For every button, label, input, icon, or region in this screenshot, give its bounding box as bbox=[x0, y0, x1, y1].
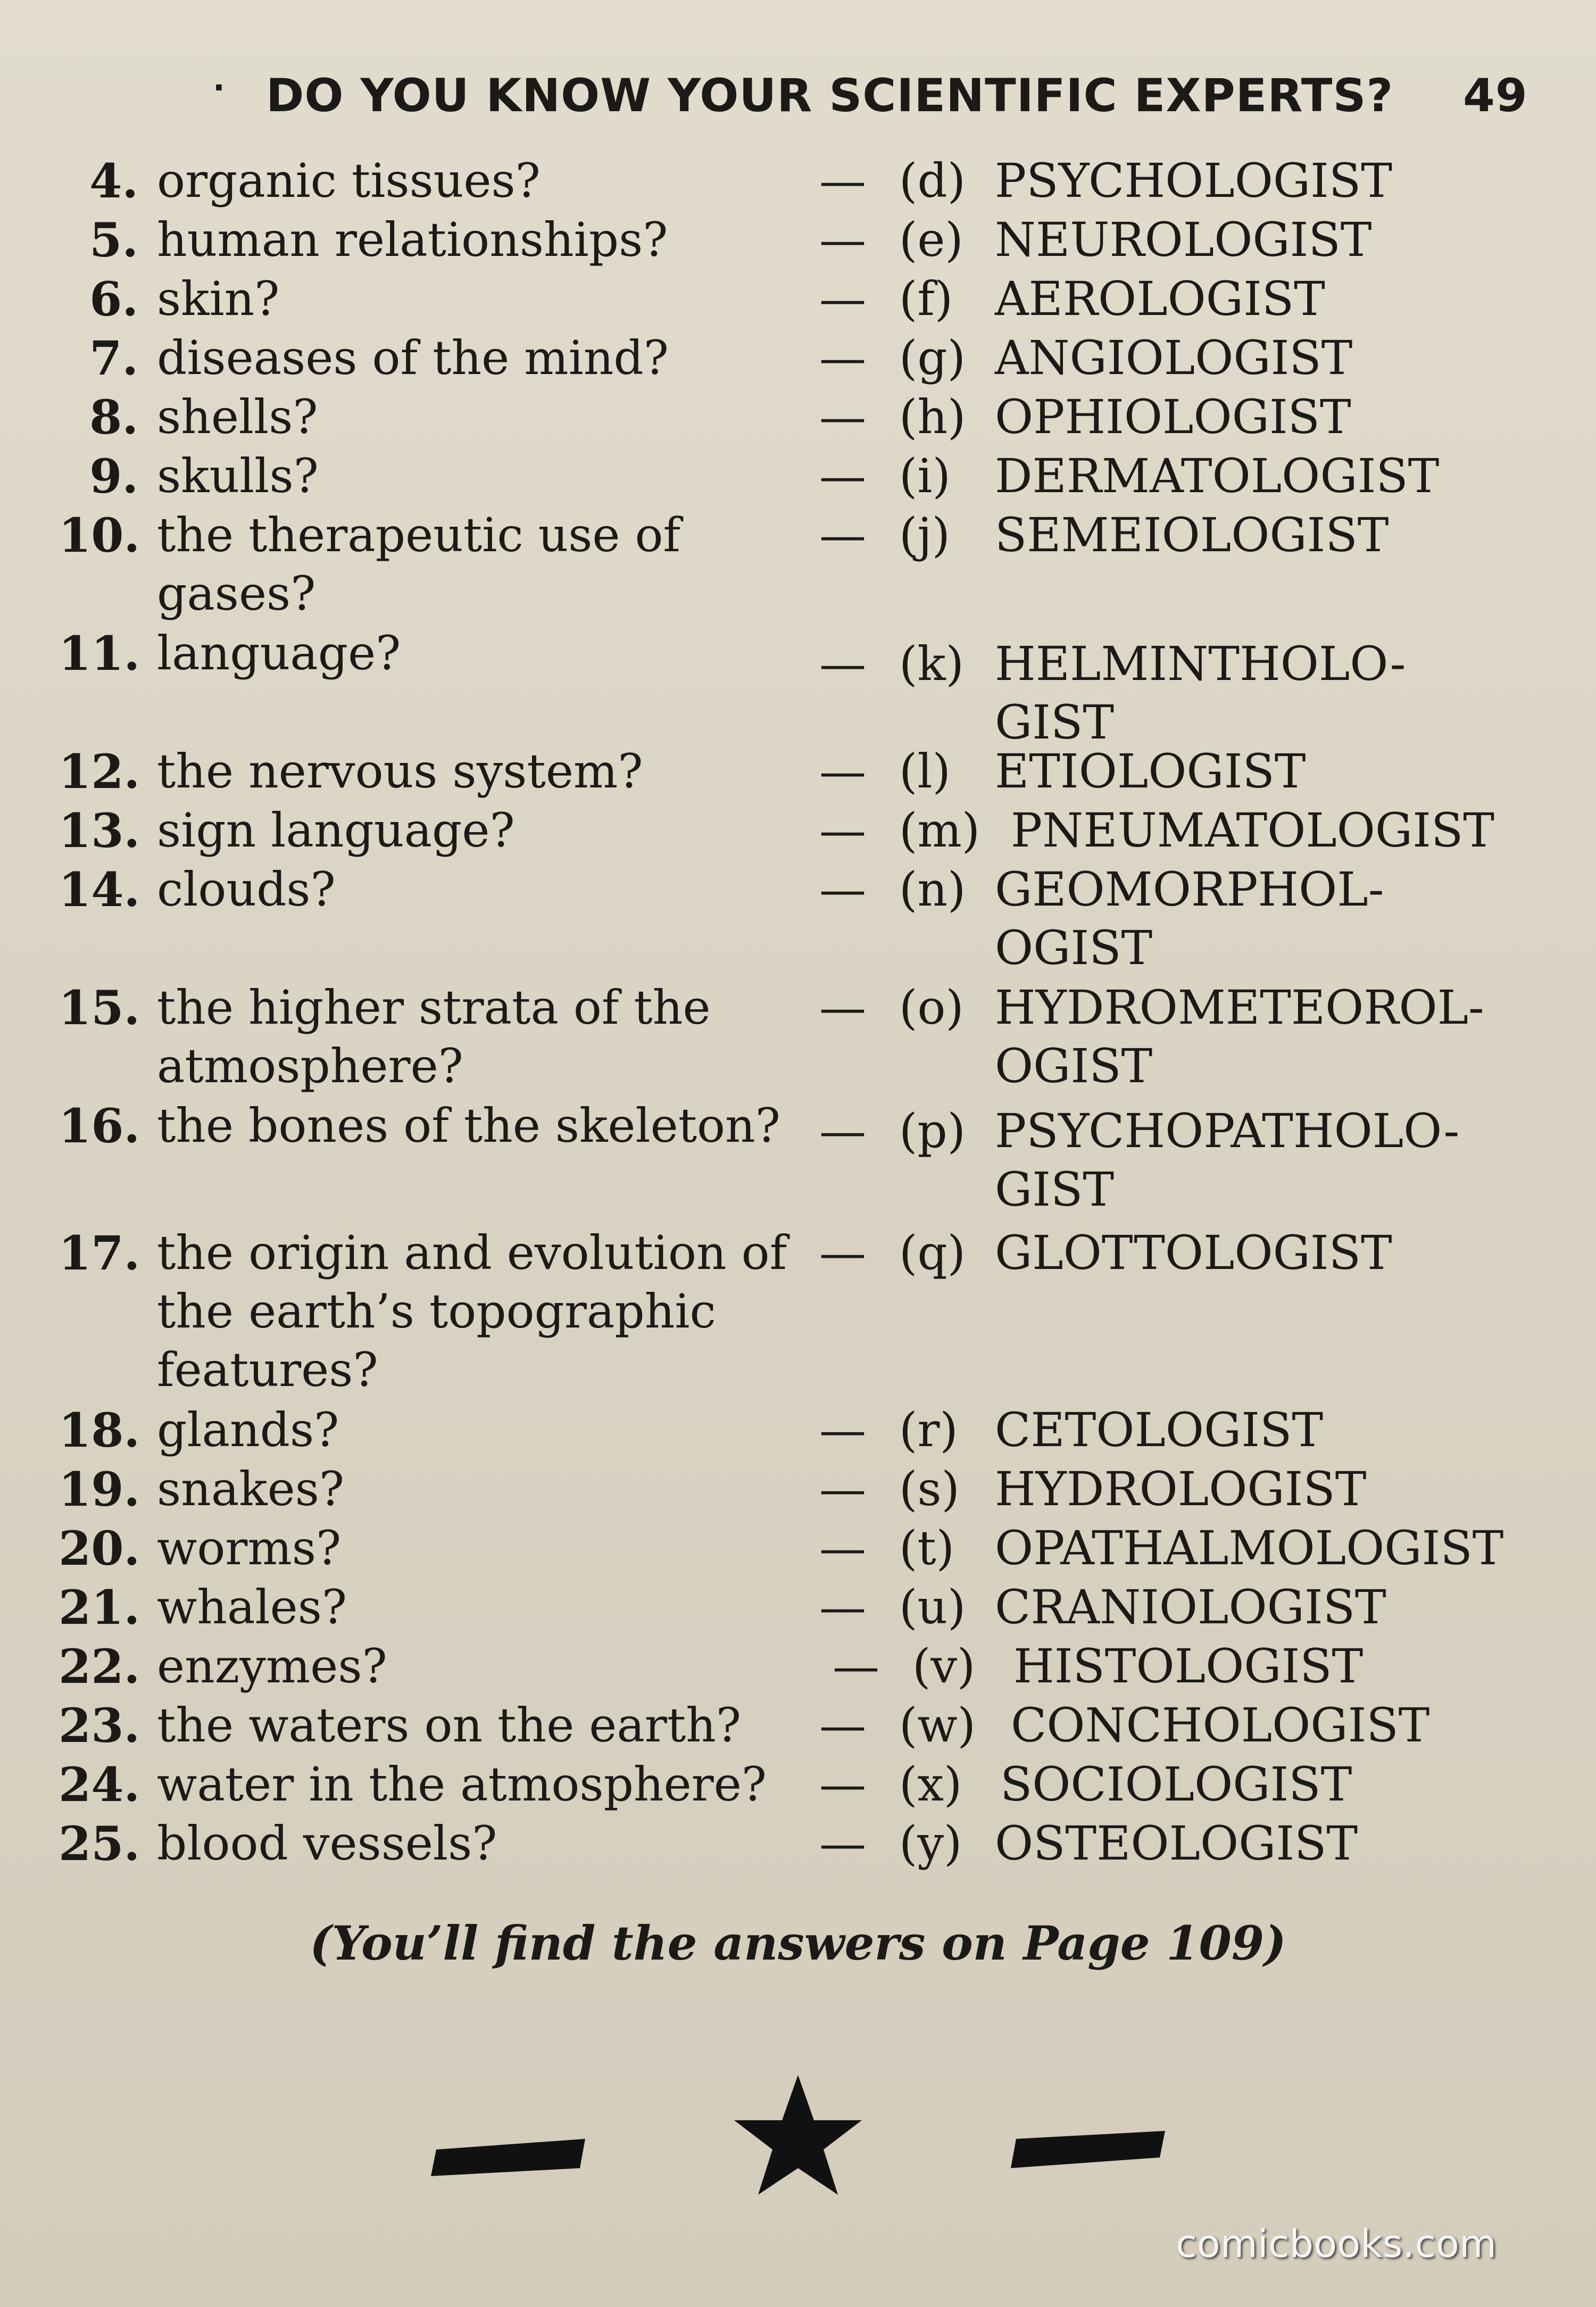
answer-dash: — bbox=[819, 636, 866, 691]
question-number: 4. bbox=[89, 153, 138, 209]
answer-letter: (x) bbox=[899, 1757, 962, 1812]
answer-letter: (e) bbox=[899, 212, 963, 267]
answer-dash: — bbox=[819, 1103, 866, 1158]
question-number: 24. bbox=[59, 1757, 140, 1812]
question-number: 6. bbox=[89, 271, 138, 327]
answer-dash: — bbox=[819, 389, 866, 444]
answer-letter: (t) bbox=[899, 1521, 955, 1575]
question-text: human relationships? bbox=[157, 212, 668, 267]
answer-dash: — bbox=[819, 508, 866, 562]
site-watermark: comicbooks.com bbox=[1176, 2221, 1497, 2266]
answer-dash: — bbox=[819, 1462, 866, 1516]
answer-letter: (f) bbox=[899, 271, 953, 326]
question-text: shells? bbox=[157, 389, 318, 444]
answer-dash: — bbox=[833, 1639, 879, 1694]
answer-text: DERMATOLOGIST bbox=[995, 449, 1440, 503]
question-number: 10. bbox=[59, 508, 140, 563]
answer-letter: (s) bbox=[899, 1462, 960, 1516]
answer-text: GLOTTOLOGIST bbox=[995, 1225, 1392, 1280]
answer-dash: — bbox=[819, 862, 866, 917]
question-text: enzymes? bbox=[157, 1639, 387, 1694]
answer-text: OSTEOLOGIST bbox=[995, 1816, 1358, 1871]
answer-text: PSYCHOLOGIST bbox=[995, 153, 1392, 208]
question-text: snakes? bbox=[157, 1462, 345, 1516]
question-text: organic tissues? bbox=[157, 153, 541, 208]
question-text: the therapeutic use of gases? bbox=[157, 508, 681, 621]
answer-letter: (j) bbox=[899, 508, 950, 562]
answer-text: PNEUMATOLOGIST bbox=[1011, 803, 1494, 858]
answer-text: HELMINTHOLO-GIST bbox=[995, 636, 1406, 750]
question-number: 21. bbox=[59, 1580, 140, 1635]
answer-letter: (g) bbox=[899, 330, 966, 385]
answer-text: CETOLOGIST bbox=[995, 1403, 1324, 1457]
question-text: whales? bbox=[157, 1580, 347, 1634]
question-number: 7. bbox=[89, 330, 138, 386]
answer-dash: — bbox=[819, 1757, 866, 1812]
question-text: the origin and evolution of the earth’s topographic features? bbox=[157, 1225, 787, 1397]
question-number: 12. bbox=[59, 744, 140, 799]
answer-text: NEUROLOGIST bbox=[995, 212, 1372, 267]
question-text: the higher strata of the atmosphere? bbox=[157, 980, 711, 1093]
question-number: 20. bbox=[59, 1521, 140, 1576]
answer-letter: (h) bbox=[899, 389, 966, 444]
question-text: water in the atmosphere? bbox=[157, 1757, 767, 1812]
answer-dash: — bbox=[819, 271, 866, 326]
answer-letter: (v) bbox=[912, 1639, 976, 1694]
question-number: 5. bbox=[89, 212, 138, 268]
question-text: clouds? bbox=[157, 862, 336, 917]
answer-letter: (m) bbox=[899, 803, 980, 858]
question-number: 18. bbox=[59, 1403, 140, 1458]
question-number: 23. bbox=[59, 1698, 140, 1753]
question-number: 13. bbox=[59, 803, 140, 858]
answer-letter: (k) bbox=[899, 636, 964, 691]
page-title: DO YOU KNOW YOUR SCIENTIFIC EXPERTS? bbox=[266, 69, 1394, 122]
answer-letter: (r) bbox=[899, 1403, 958, 1457]
answer-text: ANGIOLOGIST bbox=[995, 330, 1353, 385]
question-text: the bones of the skeleton? bbox=[157, 1098, 780, 1153]
answer-text: HISTOLOGIST bbox=[1013, 1639, 1364, 1694]
answer-letter: (u) bbox=[899, 1580, 966, 1634]
answer-text: OPATHALMOLOGIST bbox=[995, 1521, 1504, 1575]
page-header bbox=[202, 59, 1532, 138]
question-text: sign language? bbox=[157, 803, 515, 858]
answer-dash: — bbox=[819, 803, 866, 858]
answer-letter: (p) bbox=[899, 1103, 966, 1158]
answer-text: ETIOLOGIST bbox=[995, 744, 1306, 799]
question-number: 22. bbox=[59, 1639, 140, 1694]
question-number: 9. bbox=[89, 449, 138, 504]
question-text: the nervous system? bbox=[157, 744, 643, 799]
answer-dash: — bbox=[819, 330, 866, 385]
answer-dash: — bbox=[819, 744, 866, 799]
question-text: language? bbox=[157, 626, 401, 681]
answer-letter: (q) bbox=[899, 1225, 966, 1280]
answers-page-note: (You’ll find the answers on Page 109) bbox=[310, 1915, 1286, 1971]
question-text: blood vessels? bbox=[157, 1816, 497, 1871]
answer-text: HYDROLOGIST bbox=[995, 1462, 1367, 1516]
question-number: 11. bbox=[59, 626, 140, 681]
answer-dash: — bbox=[819, 1698, 866, 1753]
question-text: glands? bbox=[157, 1403, 339, 1457]
answer-dash: — bbox=[819, 1580, 866, 1634]
answer-text: HYDROMETEOROL-OGIST bbox=[995, 980, 1484, 1093]
answer-letter: (i) bbox=[899, 449, 951, 503]
answer-text: AEROLOGIST bbox=[995, 271, 1325, 326]
answer-dash: — bbox=[819, 1403, 866, 1457]
question-text: the waters on the earth? bbox=[157, 1698, 742, 1753]
question-number: 8. bbox=[89, 389, 138, 445]
question-text: worms? bbox=[157, 1521, 342, 1575]
question-text: skulls? bbox=[157, 449, 319, 503]
answer-text: OPHIOLOGIST bbox=[995, 389, 1351, 444]
star-icon bbox=[426, 2070, 1170, 2203]
answer-letter: (o) bbox=[899, 980, 964, 1035]
answer-letter: (l) bbox=[899, 744, 951, 799]
answer-text: SOCIOLOGIST bbox=[1000, 1757, 1352, 1812]
answer-dash: — bbox=[819, 212, 866, 267]
question-number: 19. bbox=[59, 1462, 140, 1517]
answer-dash: — bbox=[819, 1521, 866, 1575]
answer-dash: — bbox=[819, 449, 866, 503]
answer-text: PSYCHOPATHOLO-GIST bbox=[995, 1103, 1460, 1217]
answer-text: CRANIOLOGIST bbox=[995, 1580, 1386, 1634]
question-number: 15. bbox=[59, 980, 140, 1035]
question-number: 17. bbox=[59, 1225, 140, 1281]
answer-text: GEOMORPHOL-OGIST bbox=[995, 862, 1384, 975]
answer-letter: (n) bbox=[899, 862, 966, 917]
answer-letter: (y) bbox=[899, 1816, 962, 1871]
answer-dash: — bbox=[819, 1816, 866, 1871]
answer-letter: (w) bbox=[899, 1698, 976, 1753]
answer-text: SEMEIOLOGIST bbox=[995, 508, 1389, 562]
question-number: 25. bbox=[59, 1816, 140, 1871]
question-number: 14. bbox=[59, 862, 140, 917]
answer-letter: (d) bbox=[899, 153, 966, 208]
page-number: 49 bbox=[1463, 69, 1528, 122]
answer-dash: — bbox=[819, 153, 866, 208]
answer-dash: — bbox=[819, 1225, 866, 1280]
answer-dash: — bbox=[819, 980, 866, 1035]
question-text: skin? bbox=[157, 271, 280, 326]
question-number: 16. bbox=[59, 1098, 140, 1154]
header-dot: · bbox=[213, 69, 226, 106]
question-text: diseases of the mind? bbox=[157, 330, 669, 385]
answer-text: CONCHOLOGIST bbox=[1011, 1698, 1430, 1753]
